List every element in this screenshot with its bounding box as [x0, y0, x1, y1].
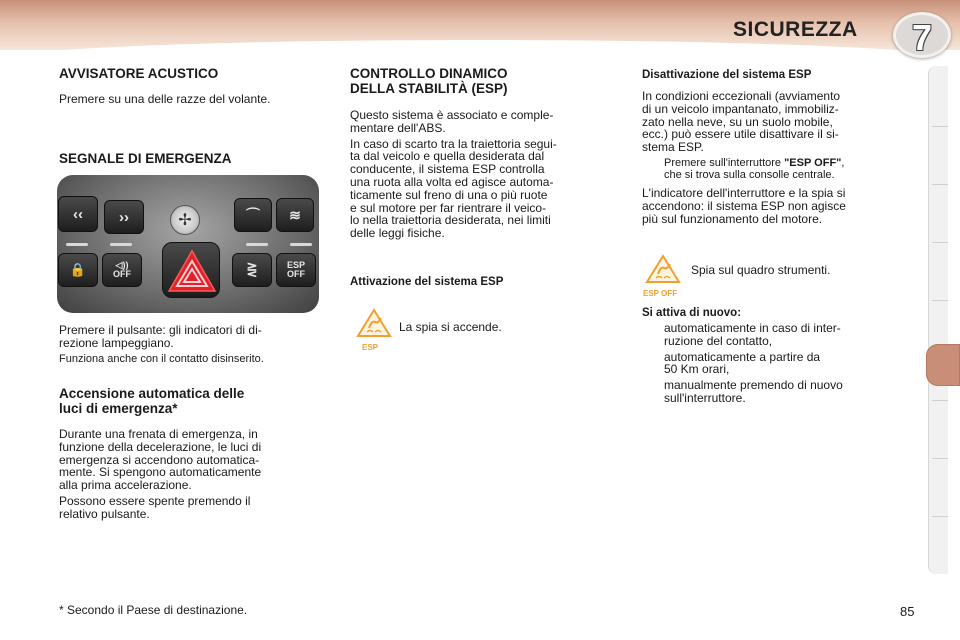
disattivazione-line: ecc.) può essere utile disattivare il si-	[642, 127, 839, 142]
tab-divider	[932, 300, 948, 301]
heading-accensione: Accensione automatica delle	[59, 386, 245, 401]
disattivazione-line: zato nella neve, su un suolo mobile,	[642, 114, 833, 129]
indicator-led	[290, 243, 312, 246]
chevron-left-button: ‹‹	[58, 196, 98, 232]
press-bold: "ESP OFF"	[784, 156, 842, 169]
press-suffix: ,	[841, 156, 845, 169]
esp-off-text: OFF	[287, 269, 305, 279]
indicatore-line: accendono: il sistema ESP non agisce	[642, 198, 846, 213]
page-number: 85	[900, 604, 915, 619]
esp-body-line: conducente, il sistema ESP controlla	[350, 162, 545, 177]
footnote: * Secondo il Paese di destinazione.	[59, 603, 248, 617]
segnale-text-block	[59, 324, 321, 365]
esp-warning-triangle-icon	[356, 308, 392, 340]
spegnimento-line: Possono essere spente premendo il	[59, 493, 251, 508]
esp-warning-light	[356, 308, 396, 352]
riattiva-item	[642, 322, 904, 348]
esp-off-warning-light	[643, 254, 689, 298]
tab-divider	[932, 516, 948, 517]
chapter-tab-strip	[928, 66, 948, 574]
riattiva-line: automaticamente in caso di inter-	[664, 321, 841, 335]
accensione-line: funzione della decelerazione, le luci di	[59, 439, 262, 454]
lock-icon: 🔒	[58, 253, 98, 287]
riattiva-block	[642, 306, 904, 405]
hazard-triangle-icon	[163, 243, 221, 299]
segnale-text-line: Premere il pulsante: gli indicatori di di-	[59, 323, 262, 337]
segnale-heading-block	[59, 151, 321, 166]
riattiva-item	[642, 379, 904, 405]
esp-body-line: ta dal veicolo e quella desiderata dal	[350, 149, 545, 164]
esp-intro-line: Questo sistema è associato e comple-	[350, 108, 554, 122]
middle-column	[350, 66, 612, 240]
press-line-2: che si trova sulla consolle centrale.	[664, 168, 835, 181]
esp-off-button	[276, 253, 316, 287]
seat-heat-button: ⌒	[234, 198, 272, 232]
indicatore-line: L'indicatore dell'interruttore e la spia si	[642, 185, 846, 200]
disattivazione-line: In condizioni eccezionali (avviamento	[642, 89, 841, 103]
chapter-number: 7	[911, 17, 933, 58]
chapter-title: SICUREZZA	[733, 18, 858, 41]
accensione-line: alla prima accelerazione.	[59, 478, 192, 493]
heading-esp: DELLA STABILITÀ (ESP)	[350, 81, 508, 96]
chapter-tab-active[interactable]	[926, 344, 960, 386]
esp-off-triangle-icon	[643, 254, 683, 286]
alarm-off-label: OFF	[113, 269, 131, 279]
tab-divider	[932, 458, 948, 459]
riattiva-line: 50 Km orari,	[664, 362, 730, 377]
fan-icon: ✢	[170, 205, 200, 235]
esp-label: ESP	[286, 260, 305, 270]
press-esp-off-item	[642, 157, 904, 181]
heading-accensione: luci di emergenza*	[59, 401, 178, 416]
riattiva-item	[642, 351, 904, 377]
right-column	[642, 68, 904, 225]
riattiva-line: manualmente premendo di nuovo	[664, 378, 843, 393]
esp-body-line: e sul motore per far rientrare il veico-	[350, 200, 547, 215]
tab-divider	[932, 184, 948, 185]
accensione-line: emergenza si accendono automatica-	[59, 452, 260, 467]
esp-off-label: ESP OFF	[643, 289, 678, 298]
heading-segnale: SEGNALE DI EMERGENZA	[59, 151, 232, 166]
avvisatore-text: Premere su una delle razze del volante.	[59, 92, 271, 106]
esp-body-line: una ruota alla volta ed agisce automa-	[350, 174, 554, 189]
disattivazione-line: di un veicolo impantanato, immobiliz-	[642, 101, 839, 116]
accensione-line: Durante una frenata di emergenza, in	[59, 427, 258, 441]
chevron-right-button: ››	[104, 200, 144, 234]
esp-light-label: ESP	[362, 343, 379, 352]
heading-esp: CONTROLLO DINAMICO	[350, 66, 508, 81]
accensione-line: mente. Si spengono automaticamente	[59, 465, 262, 480]
esp-light-text: La spia si accende.	[399, 320, 502, 334]
heading-disattivazione: Disattivazione del sistema ESP	[642, 69, 812, 81]
esp-intro-line: mentare dell'ABS.	[350, 120, 446, 135]
indicator-led	[66, 243, 88, 246]
riattiva-line: automaticamente a partire da	[664, 349, 821, 364]
segnale-note: Funziona anche con il contatto disinserito.	[59, 352, 264, 365]
alarm-off-button	[102, 253, 142, 287]
heading-avvisatore: AVVISATORE ACUSTICO	[59, 66, 219, 81]
riattiva-line: sull'interruttore.	[664, 390, 746, 405]
left-column	[59, 66, 321, 106]
disattivazione-line: stema ESP.	[642, 140, 704, 155]
esp-body-line: delle leggi fisiche.	[350, 226, 445, 241]
esp-body-line: lo nella traiettoria desiderata, nei limiti	[350, 213, 551, 228]
accensione-block	[59, 386, 321, 521]
tab-divider	[932, 126, 948, 127]
spegnimento-line: relativo pulsante.	[59, 506, 150, 521]
indicator-led	[246, 243, 268, 246]
sound-icon: ◁))	[115, 260, 129, 270]
press-prefix: Premere sull'interruttore	[664, 156, 785, 169]
esp-body-line: ticamente sul freno di una o più ruote	[350, 187, 548, 202]
esp-body-line: In caso di scarto tra la traiettoria segui-	[350, 136, 557, 151]
spia-text: Spia sul quadro strumenti.	[691, 263, 831, 277]
heading-attivazione: Attivazione del sistema ESP	[350, 276, 504, 288]
chapter-badge	[893, 12, 951, 58]
segnale-text-line: rezione lampeggiano.	[59, 335, 174, 350]
heading-riattiva: Si attiva di nuovo:	[642, 307, 742, 319]
window-lock-icon: ⋛	[232, 253, 272, 287]
tab-divider	[932, 242, 948, 243]
indicator-led	[110, 243, 132, 246]
riattiva-line: ruzione del contatto,	[664, 333, 773, 348]
defrost-button: ≋	[276, 198, 314, 232]
indicatore-line: più sul funzionamento del motore.	[642, 211, 823, 226]
hazard-button	[162, 242, 220, 298]
tab-divider	[932, 400, 948, 401]
